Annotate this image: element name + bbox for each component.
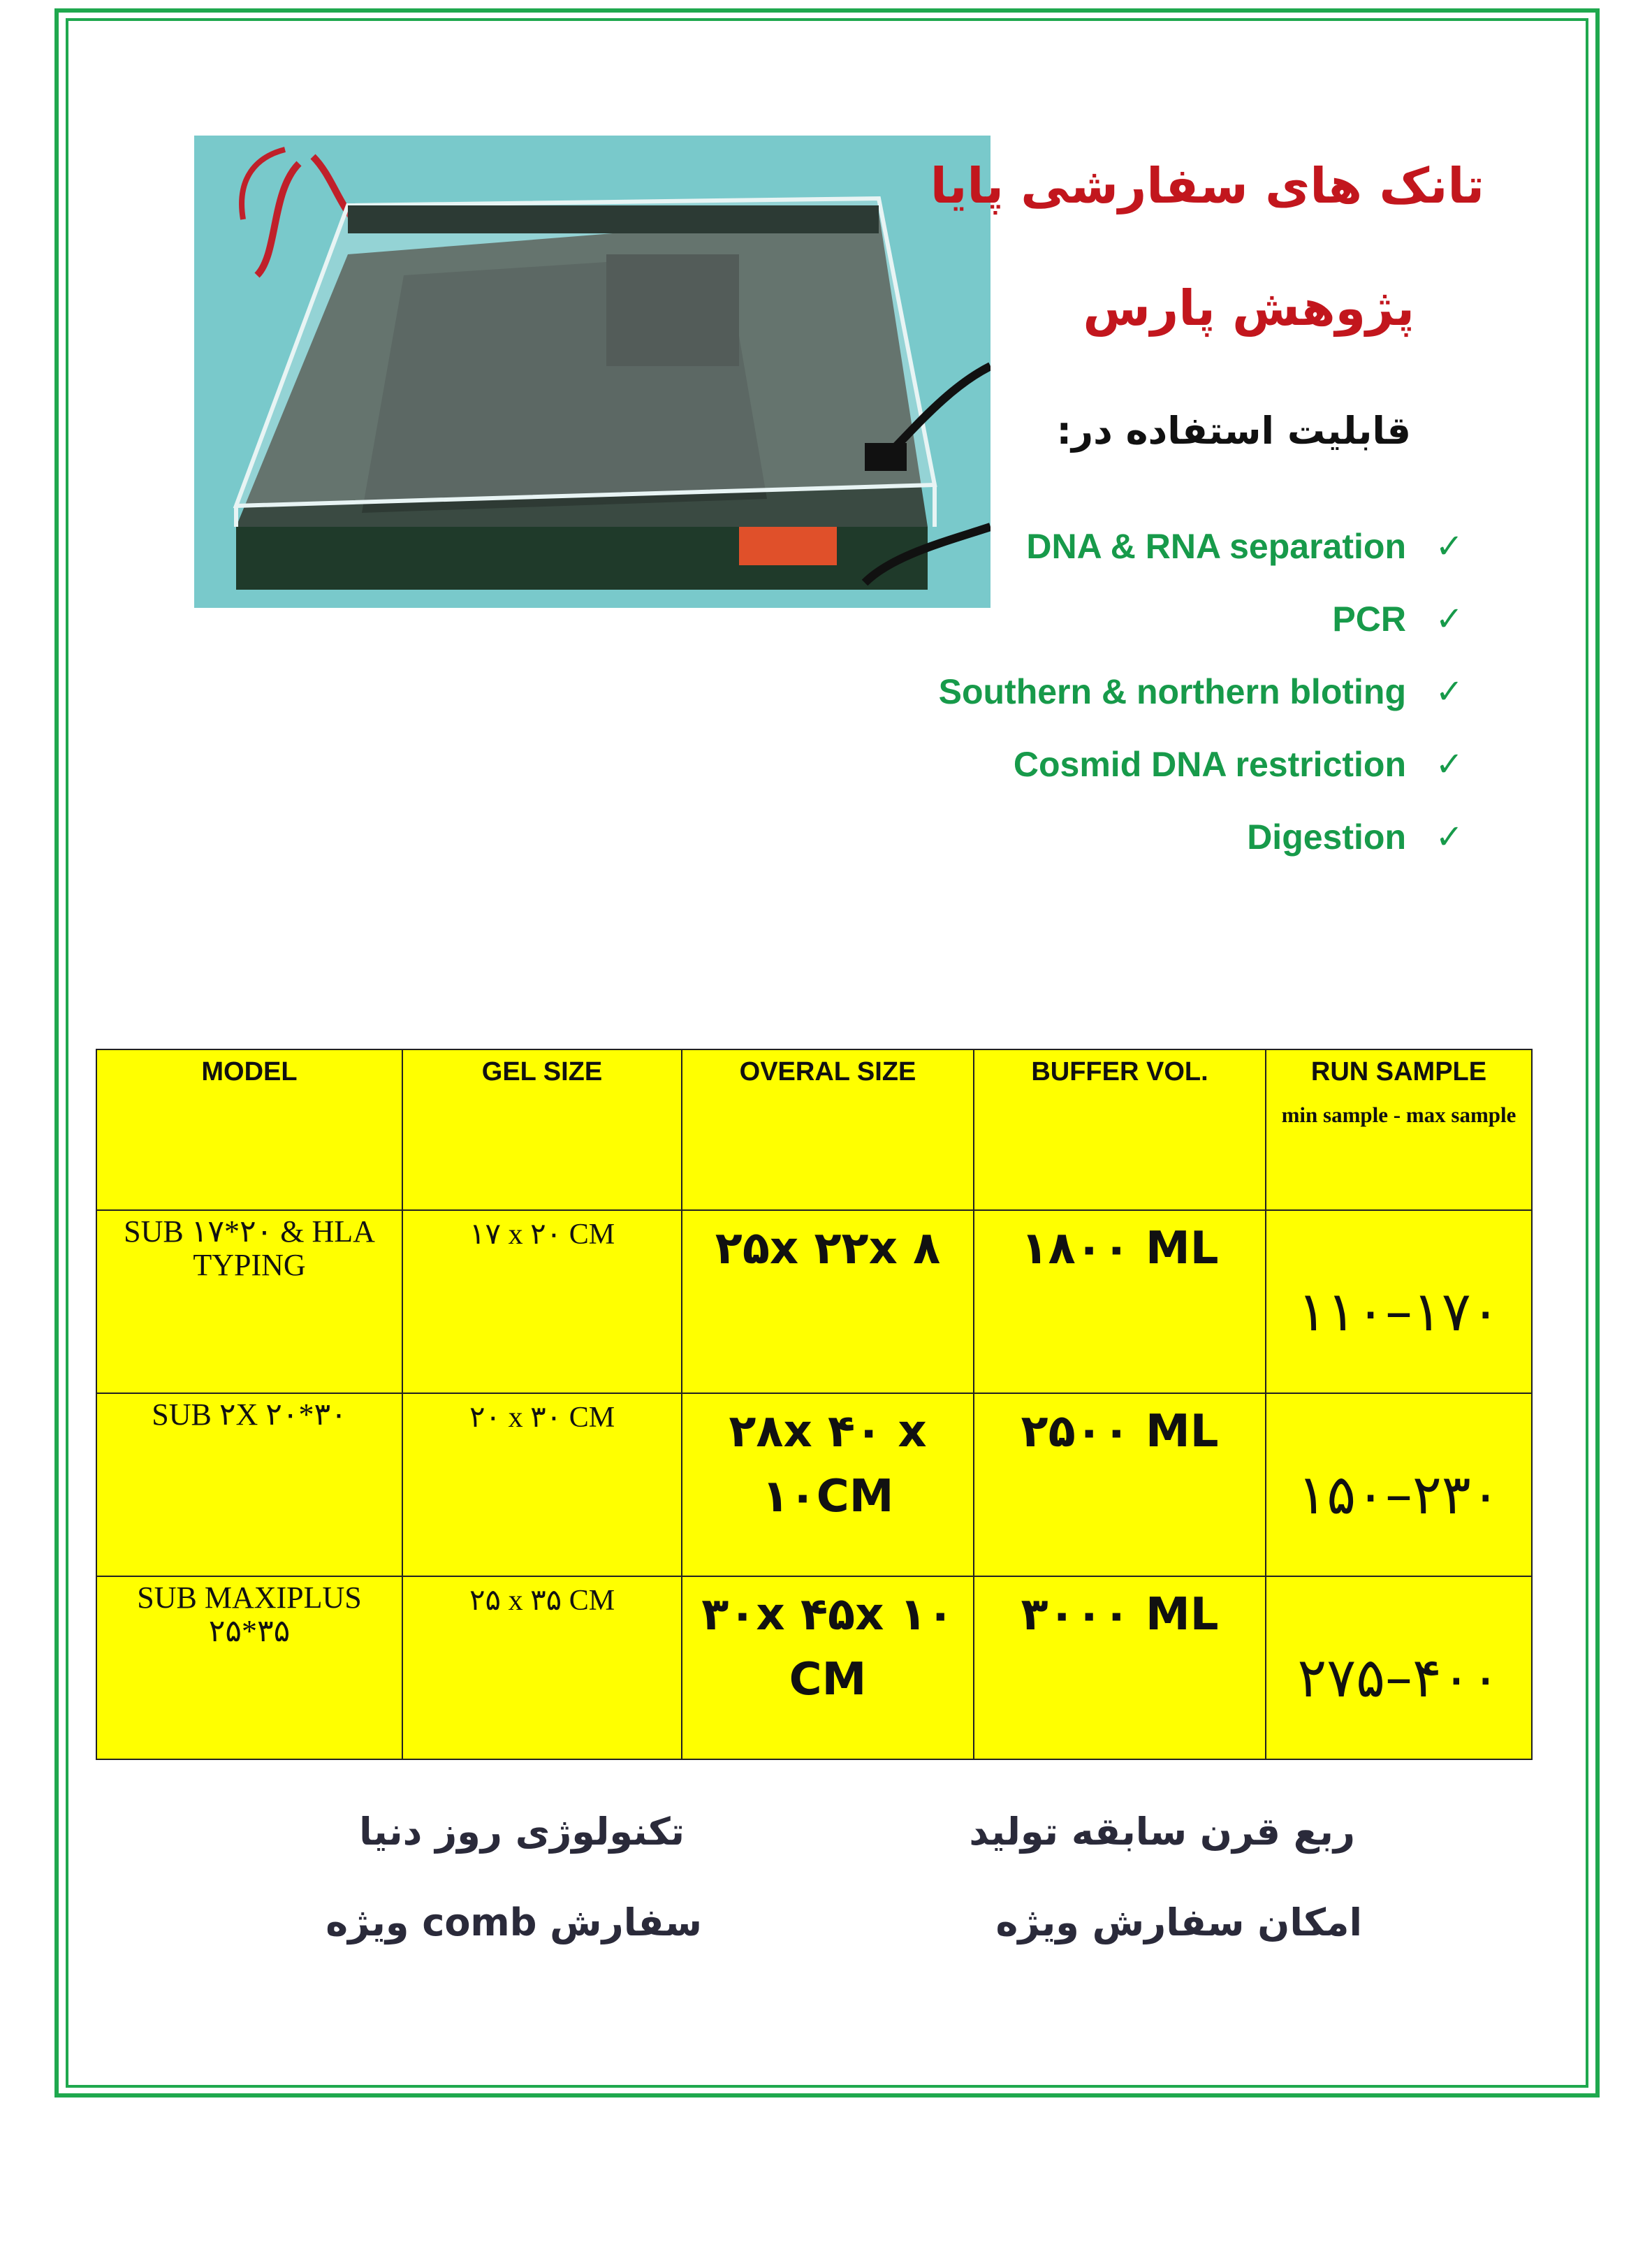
cell-run-sample: ۱۵۰–۲۳۰ <box>1266 1393 1532 1576</box>
usage-subtitle: قابلیت استفاده در: <box>1056 409 1411 453</box>
check-icon: ✓ <box>1435 819 1463 856</box>
usage-item-label: Digestion <box>1247 817 1406 857</box>
cell-buffer-vol: ۳۰۰۰ ML <box>974 1576 1266 1759</box>
page-title: تانک های سفارشی پایا <box>930 157 1484 215</box>
footer-right-line-2: امکان سفارش ویژه <box>995 1900 1362 1944</box>
check-icon: ✓ <box>1435 528 1463 565</box>
usage-item <box>625 510 1463 583</box>
usage-list <box>625 510 1463 873</box>
usage-item-label: Southern & northern bloting <box>938 672 1406 711</box>
table-row <box>96 1576 1532 1759</box>
cell-buffer-vol: ۲۵۰۰ ML <box>974 1393 1266 1576</box>
cell-gel-size: ۲۵ x ۳۵ CM <box>402 1576 682 1759</box>
usage-item-label: DNA & RNA separation <box>1026 527 1406 566</box>
page-title-line-2: پژوهش پارس <box>1083 279 1415 337</box>
cell-run-sample: ۲۷۵–۴۰۰ <box>1266 1576 1532 1759</box>
footer-left-line-2: سفارش comb ویژه <box>326 1900 702 1944</box>
header-model: MODEL <box>96 1049 402 1210</box>
table-header-row <box>96 1049 1532 1210</box>
check-icon: ✓ <box>1435 746 1463 783</box>
cell-gel-size: ۲۰ x ۳۰ CM <box>402 1393 682 1576</box>
header-run-sample-label: RUN SAMPLE <box>1310 1057 1487 1086</box>
cell-overal-size: ۳۰x ۴۵x ۱۰ CM <box>682 1576 974 1759</box>
header-run-sample-sub: min sample - max sample <box>1281 1103 1516 1127</box>
cell-gel-size: ۱۷ x ۲۰ CM <box>402 1210 682 1393</box>
footer-right-line-1: ربع قرن سابقه تولید <box>969 1810 1355 1854</box>
usage-item <box>625 801 1463 873</box>
header-run-sample <box>1266 1049 1532 1210</box>
check-icon: ✓ <box>1435 601 1463 638</box>
footer-left-line-1: تکنولوژی روز دنیا <box>359 1810 685 1854</box>
check-icon: ✓ <box>1435 674 1463 711</box>
cell-buffer-vol: ۱۸۰۰ ML <box>974 1210 1266 1393</box>
usage-item-label: Cosmid DNA restriction <box>1013 745 1406 784</box>
header-gel-size: GEL SIZE <box>402 1049 682 1210</box>
spec-table <box>96 1049 1533 1760</box>
header-overal-size: OVERAL SIZE <box>682 1049 974 1210</box>
cell-overal-size: ۲۵x ۲۲x ۸ <box>682 1210 974 1393</box>
cell-run-sample: ۱۱۰–۱۷۰ <box>1266 1210 1532 1393</box>
cell-overal-size: ۲۸x ۴۰ x ۱۰CM <box>682 1393 974 1576</box>
cell-model: SUB MAXIPLUS ۲۵*۳۵ <box>96 1576 402 1759</box>
cell-model: SUB ۱۷*۲۰ & HLA TYPING <box>96 1210 402 1393</box>
usage-item <box>625 655 1463 728</box>
usage-item-label: PCR <box>1332 599 1406 639</box>
table-row <box>96 1210 1532 1393</box>
table-row <box>96 1393 1532 1576</box>
header-buffer-vol: BUFFER VOL. <box>974 1049 1266 1210</box>
cell-model: SUB ۲X ۲۰*۳۰ <box>96 1393 402 1576</box>
usage-item <box>625 728 1463 801</box>
usage-item <box>625 583 1463 655</box>
